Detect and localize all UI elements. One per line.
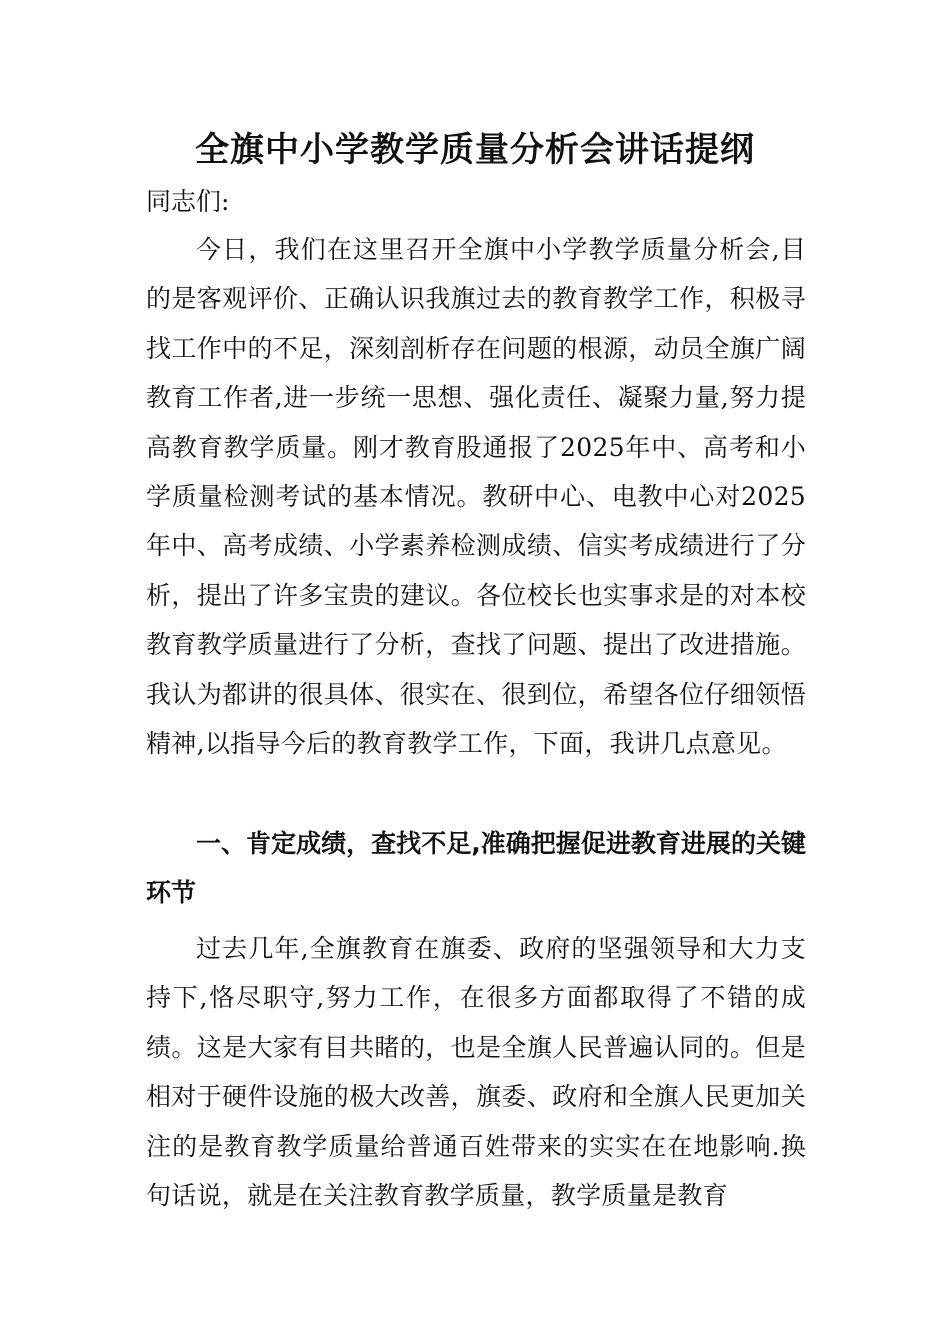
- greeting: 同志们:: [146, 187, 230, 216]
- document-title: 全旗中小学教学质量分析会讲话提纲: [195, 130, 755, 170]
- body-paragraph: 今日，我们在这里召开全旗中小学教学质量分析会,目的是客观评价、正确认识我旗过去的教育教学工作，积极寻找工作中的不足，深刻剖析存在问题的根源，动员全旗广阔教育工作者,进一步统一思想、强化责任、凝聚力量,努力提高教育教学质量。刚才教育股通报了2025年中、高考和小学质量检测考试的基本情况。教研中心、电教中心对2025年中、高考成绩、小学素养检测成绩、信实考成绩进行了分析，提出了许多宝贵的建议。各位校长也实事求是的对本校教育教学质量进行了分析，查找了问题、提出了改进措施。我认为都讲的很具体、很实在、很到位，希望各位仔细领悟精神,以指导今后的教育教学工作，下面，我讲几点意见。: [146, 235, 806, 759]
- body-paragraph: 过去几年,全旗教育在旗委、政府的坚强领导和大力支持下,恪尽职守,努力工作，在很多方面都取得了不错的成绩。这是大家有目共睹的，也是全旗人民普遍认同的。但是相对于硬件设施的极大改善，旗委、政府和全旗人民更加关注的是教育教学质量给普通百姓带来的实实在在地影响.换句话说，就是在关注教育教学质量，教学质量是教育: [146, 934, 806, 1211]
- section-heading: 一、肯定成绩，查找不足,准确把握促进教育进展的关键环节: [146, 829, 806, 907]
